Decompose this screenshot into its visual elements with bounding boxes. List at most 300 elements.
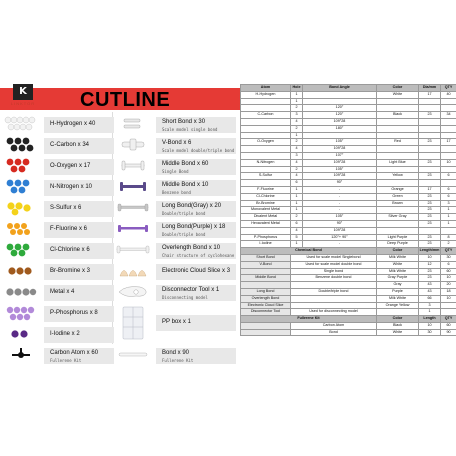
table-cell (241, 268, 291, 275)
table-cell: 23 (419, 214, 441, 221)
table-cell (419, 180, 441, 187)
item-name: Metal x 4 (50, 289, 75, 295)
logo-word: LINKTOR (10, 101, 36, 106)
table-cell: 18 (441, 288, 456, 295)
table-cell: 1 (291, 98, 303, 105)
table-cell (441, 118, 456, 125)
item-name: Long Bond(Gray) x 20 (162, 203, 222, 209)
table-cell: 2 (291, 166, 303, 173)
table-cell: Long Bond (241, 288, 291, 295)
table-cell: - (303, 241, 377, 248)
hydrogen-atoms-image (4, 115, 38, 133)
electronic-cloud-image (116, 262, 150, 280)
table-cell: Red (377, 139, 419, 146)
table-cell (377, 166, 419, 173)
item-label-box (156, 117, 236, 133)
table-row (241, 261, 456, 268)
table-cell: 90° (303, 220, 377, 227)
table-row (241, 227, 456, 234)
item-label-box (44, 243, 114, 259)
table-cell: 105° (303, 139, 377, 146)
table-cell (241, 132, 291, 139)
table-cell (441, 309, 456, 316)
table-cell: 20 (441, 282, 456, 289)
table-cell (241, 118, 291, 125)
table-cell: 6 (291, 180, 303, 187)
disconnector-tool-image (116, 283, 150, 301)
long-bond-gray-image (116, 199, 150, 217)
table-cell: Light Blue (377, 159, 419, 166)
table-cell: 1 (291, 241, 303, 248)
table-cell: Used for disconnecting model (291, 309, 377, 316)
table-row (241, 309, 456, 316)
table-cell: 90° (303, 180, 377, 187)
table-cell (241, 166, 291, 173)
table-row (241, 275, 456, 282)
table-cell (419, 125, 441, 132)
table-cell: 12 (419, 261, 441, 268)
table-cell: 1 (291, 132, 303, 139)
table-cell: - (303, 200, 377, 207)
table-cell: - (303, 193, 377, 200)
fullerene-table-body (241, 322, 456, 336)
fullerene-carbon-atom-image (4, 346, 38, 364)
item-name: N-Nitrogen x 10 (50, 184, 93, 190)
pp-box-image (116, 304, 150, 342)
table-cell: 6 (291, 220, 303, 227)
table-cell: 3 (291, 112, 303, 119)
table-row (241, 268, 456, 275)
table-cell (241, 105, 291, 112)
table-cell: White (377, 261, 419, 268)
header-fullerene-color: Color (377, 316, 419, 323)
item-label-box (156, 264, 236, 280)
table-cell: Used for scale model double bond (291, 261, 377, 268)
table-cell: 43 (419, 282, 441, 289)
item-subtitle: Scale model double/triple bond (162, 148, 235, 153)
table-cell: 4 (291, 159, 303, 166)
table-cell: 30 (441, 254, 456, 261)
table-cell: 8 (441, 234, 456, 241)
item-label-box (156, 138, 236, 154)
table-cell: 109°28 (303, 118, 377, 125)
table-row (241, 288, 456, 295)
banner-title: CUTLINE (80, 89, 171, 111)
metal-atoms-image (4, 283, 38, 301)
table-cell: 105° (303, 214, 377, 221)
table-cell: 2 (291, 139, 303, 146)
table-cell: 40 (441, 91, 456, 98)
item-label-box (44, 285, 114, 301)
item-subtitle: Fullerene Kit (162, 358, 194, 363)
sulfur-atoms-image (4, 199, 38, 217)
header-bond-angle: Bond Angle (303, 85, 377, 92)
table-cell (377, 220, 419, 227)
table-cell: 17 (419, 91, 441, 98)
table-cell: 10 (419, 322, 441, 329)
table-cell (291, 295, 377, 302)
header-fullerene-length: Length (419, 316, 441, 323)
table-cell (291, 282, 377, 289)
table-cell (441, 302, 456, 309)
fullerene-bond-image (116, 346, 150, 364)
item-subtitle: Double/triple bond (162, 211, 206, 216)
header-length: Length/mm (419, 248, 441, 255)
table-cell: Single bond (291, 268, 377, 275)
table-cell: Benzene double bond (291, 275, 377, 282)
item-name: H-Hydrogen x 40 (50, 121, 96, 127)
table-cell: Electronic Cloud Slice (241, 302, 291, 309)
table-cell: - (303, 186, 377, 193)
item-name: PP box x 1 (162, 319, 191, 325)
table-cell: 23 (419, 139, 441, 146)
table-cell: 4 (291, 146, 303, 153)
carbon-atoms-image (4, 136, 38, 154)
table-cell: Bond (291, 329, 377, 336)
table-cell (291, 302, 377, 309)
table-cell: 1 (291, 200, 303, 207)
table-row (241, 132, 456, 139)
table-row (241, 98, 456, 105)
middle-bond-image (116, 157, 150, 175)
item-name: I-Iodine x 2 (50, 331, 80, 337)
item-label-box (44, 348, 114, 364)
table-row (241, 166, 456, 173)
item-name: C-Carbon x 34 (50, 142, 90, 148)
table-cell: Gray (377, 282, 419, 289)
table-cell: Double/triple bond (291, 288, 377, 295)
specification-table (240, 84, 456, 336)
table-cell: 23 (419, 241, 441, 248)
item-label-box (44, 201, 114, 217)
table-cell (377, 227, 419, 234)
table-cell: N-Nitrogen (241, 159, 291, 166)
item-name: Carbon Atom x 60 (50, 350, 99, 356)
table-cell (441, 146, 456, 153)
table-cell: White (377, 91, 419, 98)
v-bond-image (116, 136, 150, 154)
table-cell: Milk White (377, 268, 419, 275)
item-label-box (156, 159, 236, 175)
table-row (241, 125, 456, 132)
table-cell: F-Fluorine (241, 186, 291, 193)
table-cell: 17 (441, 139, 456, 146)
table-cell: 107° (303, 152, 377, 159)
table-row (241, 234, 456, 241)
table-cell (419, 152, 441, 159)
item-name: F-Fluorine x 6 (50, 226, 88, 232)
item-name: Disconnector Tool x 1 (162, 287, 220, 293)
table-cell: 1 (441, 207, 456, 214)
table-cell: 4 (291, 173, 303, 180)
table-row (241, 91, 456, 98)
table-cell: Deep Purple (377, 241, 419, 248)
table-cell: 1 (419, 309, 441, 316)
item-label-box (44, 138, 114, 154)
table-cell (419, 105, 441, 112)
table-cell: Br-Bromine (241, 200, 291, 207)
table-cell (441, 227, 456, 234)
item-label-box (156, 243, 236, 259)
item-subtitle: Chair structure of cyclohexane (162, 253, 235, 258)
item-label-box (44, 117, 114, 133)
item-label-box (44, 159, 114, 175)
header-dia: Dia/mm (419, 85, 441, 92)
table-cell (303, 91, 377, 98)
table-cell: 3 (419, 302, 441, 309)
benzene-bond-image (116, 178, 150, 196)
table-cell: 1 (441, 214, 456, 221)
overlength-bond-image (116, 241, 150, 259)
table-cell: 10 (419, 254, 441, 261)
short-bond-image (116, 115, 150, 133)
table-cell: 5 (291, 234, 303, 241)
table-row (241, 207, 456, 214)
table-cell (377, 180, 419, 187)
table-cell: 2 (291, 125, 303, 132)
table-cell: I-Iodine (241, 241, 291, 248)
table-cell: Green (377, 193, 419, 200)
header-bond-qty: QTY (441, 248, 456, 255)
item-name: Br-Bromine x 3 (50, 268, 91, 274)
table-cell: 109°28 (303, 227, 377, 234)
table-cell: P-Phosphorus (241, 234, 291, 241)
table-cell: 1 (291, 91, 303, 98)
item-name: O-Oxygen x 17 (50, 163, 91, 169)
header-bond-color: Color (377, 248, 419, 255)
item-name: Cl-Chlorine x 6 (50, 247, 90, 253)
header-chemical-bond: Chemical Bond (241, 248, 377, 255)
table-cell: 23 (419, 234, 441, 241)
table-cell (377, 207, 419, 214)
header-qty: QTY (441, 85, 456, 92)
table-row (241, 173, 456, 180)
table-cell: 23 (419, 268, 441, 275)
item-name: Short Bond x 30 (162, 119, 206, 125)
fullerene-table-header (241, 316, 456, 323)
table-cell (241, 146, 291, 153)
item-name: Electronic Cloud Slice x 3 (162, 268, 231, 274)
table-row (241, 152, 456, 159)
item-label-box (156, 348, 236, 364)
logo-mark: K (13, 84, 33, 100)
table-cell: 4 (291, 227, 303, 234)
item-name: Overlength Bond x 10 (162, 245, 221, 251)
table-cell: Disconnector Tool (241, 309, 291, 316)
table-cell (377, 98, 419, 105)
table-cell (441, 125, 456, 132)
table-cell: 109°28 (303, 173, 377, 180)
table-cell (377, 132, 419, 139)
table-cell: Milk White (377, 295, 419, 302)
table-cell: 23 (419, 220, 441, 227)
item-name: Middle Bond x 60 (162, 161, 209, 167)
bond-table-header (241, 248, 456, 255)
table-cell (303, 132, 377, 139)
bromine-atoms-image (4, 262, 38, 280)
table-row (241, 322, 456, 329)
brand-logo (4, 84, 42, 108)
table-cell: 109°28 (303, 159, 377, 166)
item-name: P-Phosphorus x 8 (50, 310, 98, 316)
table-cell: 60 (441, 268, 456, 275)
table-cell: 3 (441, 200, 456, 207)
table-cell: 34 (441, 112, 456, 119)
table-cell (303, 98, 377, 105)
table-cell (419, 146, 441, 153)
item-name: V-Bond x 6 (162, 140, 192, 146)
item-subtitle: Scale model single bond (162, 127, 218, 132)
table-cell (419, 227, 441, 234)
item-label-box (44, 180, 114, 196)
table-cell: - (303, 207, 377, 214)
item-label-box (156, 201, 236, 217)
item-label-box (156, 315, 236, 331)
table-cell: C-Carbon (241, 112, 291, 119)
table-row (241, 139, 456, 146)
table-cell: 17 (419, 186, 441, 193)
table-cell: 66 (419, 295, 441, 302)
table-cell: 23 (419, 173, 441, 180)
item-name: Bond x 90 (162, 350, 190, 356)
long-bond-purple-image (116, 220, 150, 238)
table-cell: 4 (291, 118, 303, 125)
table-cell: 6 (441, 193, 456, 200)
table-row (241, 220, 456, 227)
table-cell (377, 146, 419, 153)
fluorine-atoms-image (4, 220, 38, 238)
item-subtitle: Disconnecting model (162, 295, 208, 300)
table-cell: Milk White (377, 254, 419, 261)
item-label-box (156, 180, 236, 196)
table-row (241, 146, 456, 153)
phosphorus-atoms-image (4, 304, 38, 322)
table-cell: Yellow (377, 173, 419, 180)
table-cell: Hexavalent Metal (241, 220, 291, 227)
table-cell (377, 152, 419, 159)
table-row (241, 159, 456, 166)
table-cell (441, 105, 456, 112)
table-cell (377, 309, 419, 316)
item-label-box (44, 306, 114, 322)
item-name: Middle Bond x 10 (162, 182, 209, 188)
chlorine-atoms-image (4, 241, 38, 259)
table-cell: 43 (419, 288, 441, 295)
table-cell: Cl-Chlorine (241, 193, 291, 200)
table-cell: Orange (377, 186, 419, 193)
table-cell: 30 (419, 329, 441, 336)
table-cell (441, 152, 456, 159)
item-label-box (156, 222, 236, 238)
table-cell (441, 166, 456, 173)
table-row (241, 214, 456, 221)
table-cell: 2 (441, 241, 456, 248)
item-label-box (44, 222, 114, 238)
nitrogen-atoms-image (4, 178, 38, 196)
table-cell: Black (377, 112, 419, 119)
table-cell: S-Sulfur (241, 173, 291, 180)
table-row (241, 200, 456, 207)
table-cell: 10 (441, 159, 456, 166)
table-cell: White (377, 329, 419, 336)
table-cell: 3 (291, 152, 303, 159)
table-cell: 180° (303, 125, 377, 132)
table-cell: 10 (441, 275, 456, 282)
table-row (241, 112, 456, 119)
table-cell: Short Bond (241, 254, 291, 261)
table-cell: Purple (377, 288, 419, 295)
table-cell (441, 132, 456, 139)
iodine-atoms-image (4, 325, 38, 343)
item-name: S-Sulfur x 6 (50, 205, 82, 211)
header-fullerene-qty: QTY (441, 316, 456, 323)
table-cell: O-Oxygen (241, 139, 291, 146)
table-cell: H-Hydrogen (241, 91, 291, 98)
table-row (241, 254, 456, 261)
table-cell: 120° (303, 105, 377, 112)
table-cell: 23 (419, 200, 441, 207)
table-cell: 23 (419, 159, 441, 166)
table-cell: 120° (303, 112, 377, 119)
item-subtitle: Fullerene Kit (50, 358, 82, 363)
table-row (241, 295, 456, 302)
table-cell (441, 98, 456, 105)
table-cell: 6 (441, 186, 456, 193)
table-cell (377, 118, 419, 125)
header-fullerene-kit: Fullerene Kit (241, 316, 377, 323)
table-cell (377, 125, 419, 132)
table-cell: Overlength Bond (241, 295, 291, 302)
table-cell: 1 (291, 193, 303, 200)
table-cell: Middle Bond (241, 275, 291, 282)
table-cell: 6 (441, 173, 456, 180)
table-cell: Orange Yellow (377, 302, 419, 309)
table-cell (241, 98, 291, 105)
table-cell: 23 (419, 112, 441, 119)
table-cell (241, 322, 291, 329)
table-cell: 90 (441, 329, 456, 336)
item-label-box (44, 264, 114, 280)
table-cell (241, 282, 291, 289)
table-row (241, 186, 456, 193)
header-color: Color (377, 85, 419, 92)
table-cell (441, 180, 456, 187)
table-cell: Used for scale model Singlebond (291, 254, 377, 261)
table-cell: Carbon Atom (291, 322, 377, 329)
table-cell (241, 125, 291, 132)
table-cell: Brown (377, 200, 419, 207)
table-cell (241, 329, 291, 336)
table-cell (419, 132, 441, 139)
table-row (241, 180, 456, 187)
atom-table-header (241, 85, 456, 92)
atom-table-body (241, 91, 456, 247)
table-cell: 1 (291, 186, 303, 193)
table-row (241, 302, 456, 309)
header-hole: Hole (291, 85, 303, 92)
item-subtitle: Benzene bond (162, 190, 191, 195)
table-cell: 10 (441, 295, 456, 302)
table-cell (419, 98, 441, 105)
table-cell: Light Purple (377, 234, 419, 241)
table-row (241, 118, 456, 125)
table-cell: 2 (291, 105, 303, 112)
table-cell: 60 (441, 322, 456, 329)
table-cell: Monovalent Metal (241, 207, 291, 214)
table-cell: 120°+ 90° (303, 234, 377, 241)
table-cell: Black (377, 322, 419, 329)
item-label-box (44, 327, 114, 343)
